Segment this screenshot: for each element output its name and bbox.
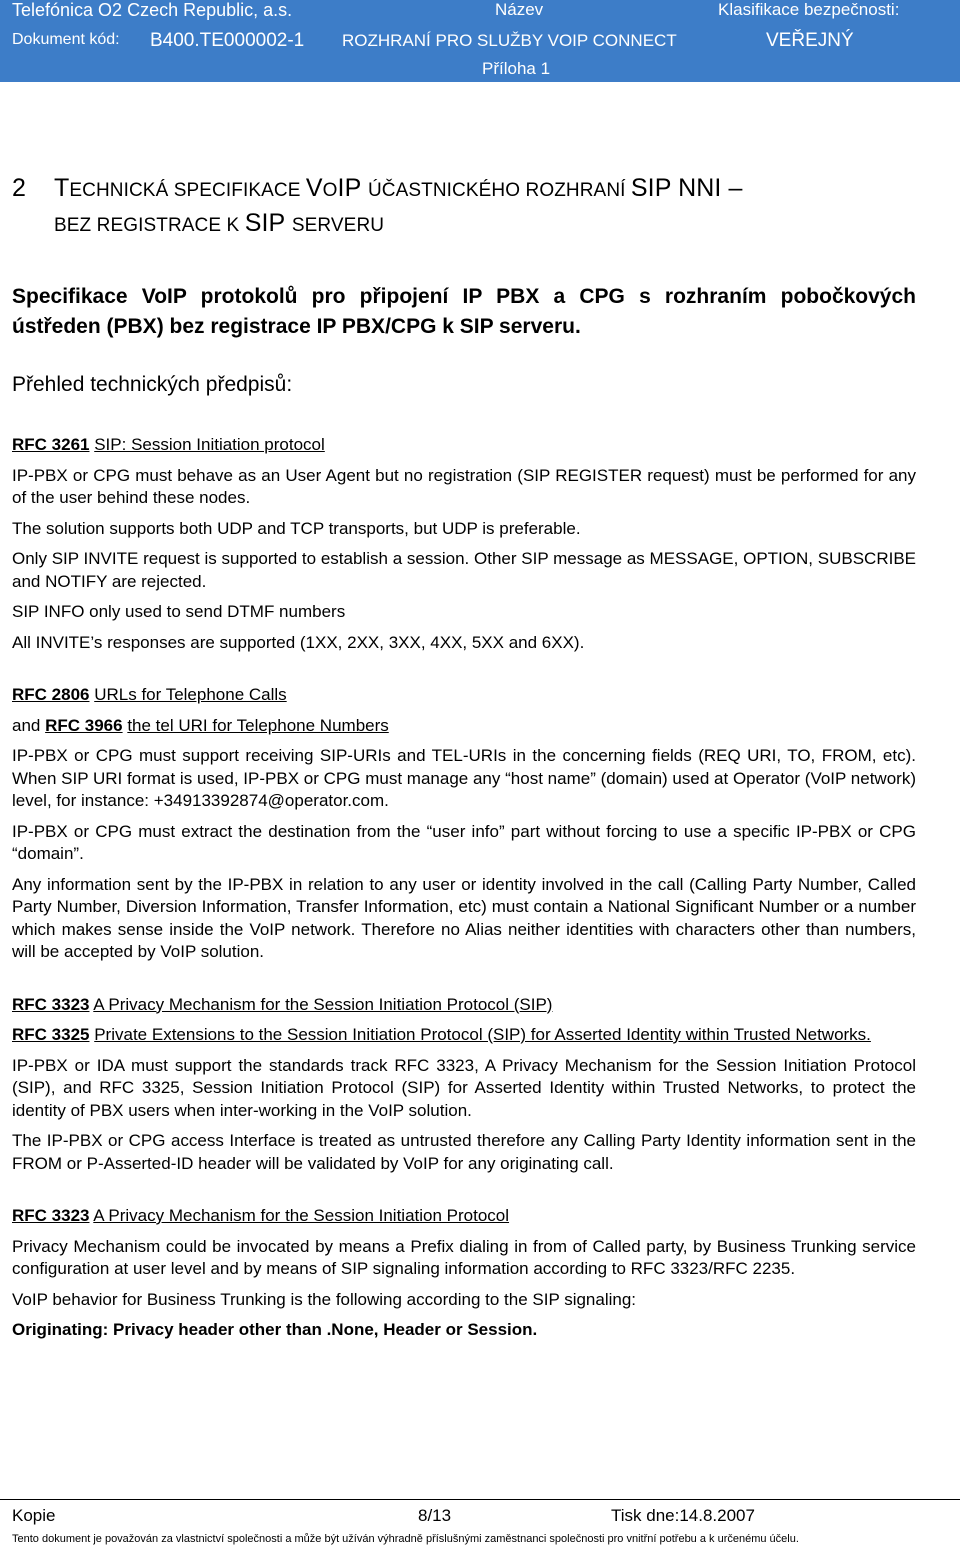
rfc-title: A Privacy Mechanism for the Session Initiation Protocol (SIP) xyxy=(93,994,553,1014)
rfc-title: Private Extensions to the Session Initiation Protocol (SIP) for Asserted Identity within Trusted Networks. xyxy=(94,1025,871,1044)
chapter-title-fragment: BEZ REGISTRACE K xyxy=(54,215,245,236)
rfc2806-heading xyxy=(12,684,916,707)
footer-kopie: Kopie xyxy=(12,1506,56,1525)
rfc-number: RFC 3323 xyxy=(12,994,90,1014)
document-header xyxy=(0,0,960,82)
footer-print-date: Tisk dne:14.8.2007 xyxy=(611,1506,755,1525)
rfc-number: RFC 2806 xyxy=(12,685,90,704)
klasifikace-label: Klasifikace bezpečnosti: xyxy=(718,0,900,19)
chapter-title-fragment: SERVERU xyxy=(291,215,385,236)
chapter-title-fragment: T xyxy=(54,174,70,202)
paragraph: IP-PBX or IDA must support the standards track RFC 3323, A Privacy Mechanism for the Session Initiation Protocol (SIP), and RFC 3325, Session Initiation Protocol (SIP) for Asserted Identity within Trusted Networks, to protect the identity of PBX users when inter-working in the VoIP solution. xyxy=(12,1055,916,1120)
chapter-title-line2 xyxy=(12,207,916,242)
dokument-kod-label: Dokument kód: xyxy=(12,31,120,48)
document-title: ROZHRANÍ PRO SLUŽBY VOIP CONNECT xyxy=(342,31,677,50)
paragraph: Any information sent by the IP-PBX in relation to any user or identity involved in the call (Calling Party Number, Called Party Number, Diversion Information, Transfer Information, etc) must contain a National Significant Number or a number which makes sense inside the VoIP network. Therefore no Alias neither identities with characters other than numbers, will be accepted by VoIP solution. xyxy=(12,874,916,961)
rfc-number: RFC 3261 xyxy=(12,435,90,454)
rfc3323-privacy-heading xyxy=(12,1205,916,1228)
chapter-title-fragment: IP xyxy=(337,174,368,202)
paragraph: IP-PBX or CPG must extract the destination from the “user info” part without forcing to use a specific IP-PBX or CPG “domain”. xyxy=(12,821,916,863)
rfc-number: RFC 3966 xyxy=(45,715,123,735)
rfc-title: URLs for Telephone Calls xyxy=(94,685,287,704)
dokument-kod-value: B400.TE000002-1 xyxy=(150,30,305,51)
chapter-title-fragment: ÚČASTNICKÉHO ROZHRANÍ xyxy=(367,180,631,201)
document-body xyxy=(12,172,916,1342)
footer-page-number: 8/13 xyxy=(418,1506,452,1525)
rfc3323-heading xyxy=(12,994,916,1017)
paragraph: Privacy Mechanism could be invocated by means a Prefix dialing in from of Called party, by Business Trunking service configuration at user level and by means of SIP signaling information according to RFC 3323/RFC 2235. xyxy=(12,1236,916,1278)
rfc-title: the tel URI for Telephone Numbers xyxy=(127,715,389,735)
and-text: and xyxy=(12,715,41,735)
rfc3966-heading xyxy=(12,715,916,738)
paragraph: The IP-PBX or CPG access Interface is treated as untrusted therefore any Calling Party Identity information sent in the FROM or P-Asserted-ID header will be validated by VoIP for any originating call. xyxy=(12,1131,916,1173)
rfc-title: SIP: Session Initiation protocol xyxy=(94,435,325,454)
chapter-title-fragment: O xyxy=(322,180,338,201)
paragraph: IP-PBX or CPG must support receiving SIP-URIs and TEL-URIs in the concerning fields (REQ URI, TO, FROM, etc). When SIP URI format is used, IP-PBX or CPG must manage any “host name” (domain) used at Operator (VoIP network) level, for instance: +34913392874@operator.com. xyxy=(12,746,916,810)
company-name: Telefónica O2 Czech Republic, a.s. xyxy=(12,0,293,20)
footer-disclaimer: Tento dokument je považován za vlastnictví společnosti a může být užíván výhradně příslušnými zaměstnanci společnosti pro vnitřní potřebu a k určenému účelu. xyxy=(12,1533,799,1545)
rfc3325-heading xyxy=(12,1024,916,1047)
paragraph: SIP INFO only used to send DTMF numbers xyxy=(12,602,346,621)
overview-heading: Přehled technických předpisů: xyxy=(12,373,293,396)
paragraph: All INVITE’s responses are supported (1XX, 2XX, 3XX, 4XX, 5XX and 6XX). xyxy=(12,632,585,652)
footer-divider xyxy=(0,1499,960,1500)
paragraph: Only SIP INVITE request is supported to establish a session. Other SIP message as MESSAGE, OPTION, SUBSCRIBE and NOTIFY are rejected. xyxy=(12,549,916,591)
paragraph: IP-PBX or CPG must behave as an User Agent but no registration (SIP REGISTER request) must be performed for any of the user behind these nodes. xyxy=(12,465,916,507)
rfc3261-heading xyxy=(12,434,916,457)
paragraph: VoIP behavior for Business Trunking is the following according to the SIP signaling: xyxy=(12,1289,637,1309)
section-subtitle: Specifikace VoIP protokolů pro připojení IP PBX a CPG s rozhraním pobočkových ústředen (PBX) bez registrace IP PBX/CPG k SIP serveru. xyxy=(12,285,916,338)
rfc-number: RFC 3323 xyxy=(12,1206,90,1225)
chapter-title-fragment: SIP xyxy=(244,209,292,237)
chapter-title-fragment: ECHNICKÁ SPECIFIKACE xyxy=(69,180,306,201)
paragraph-bold: Originating: Privacy header other than .None, Header or Session. xyxy=(12,1320,538,1339)
nazev-label: Název xyxy=(495,0,544,19)
rfc-title: A Privacy Mechanism for the Session Initiation Protocol xyxy=(93,1206,510,1225)
rfc-number: RFC 3325 xyxy=(12,1025,90,1044)
paragraph: The solution supports both UDP and TCP transports, but UDP is preferable. xyxy=(12,518,581,538)
chapter-title-fragment: V xyxy=(305,174,323,202)
priloha-label: Příloha 1 xyxy=(482,59,551,78)
chapter-heading xyxy=(12,172,916,242)
chapter-title-fragment: SIP NNI – xyxy=(630,174,743,202)
klasifikace-value: VEŘEJNÝ xyxy=(766,30,854,51)
chapter-title-line1 xyxy=(54,174,743,202)
chapter-number: 2 xyxy=(12,174,27,202)
